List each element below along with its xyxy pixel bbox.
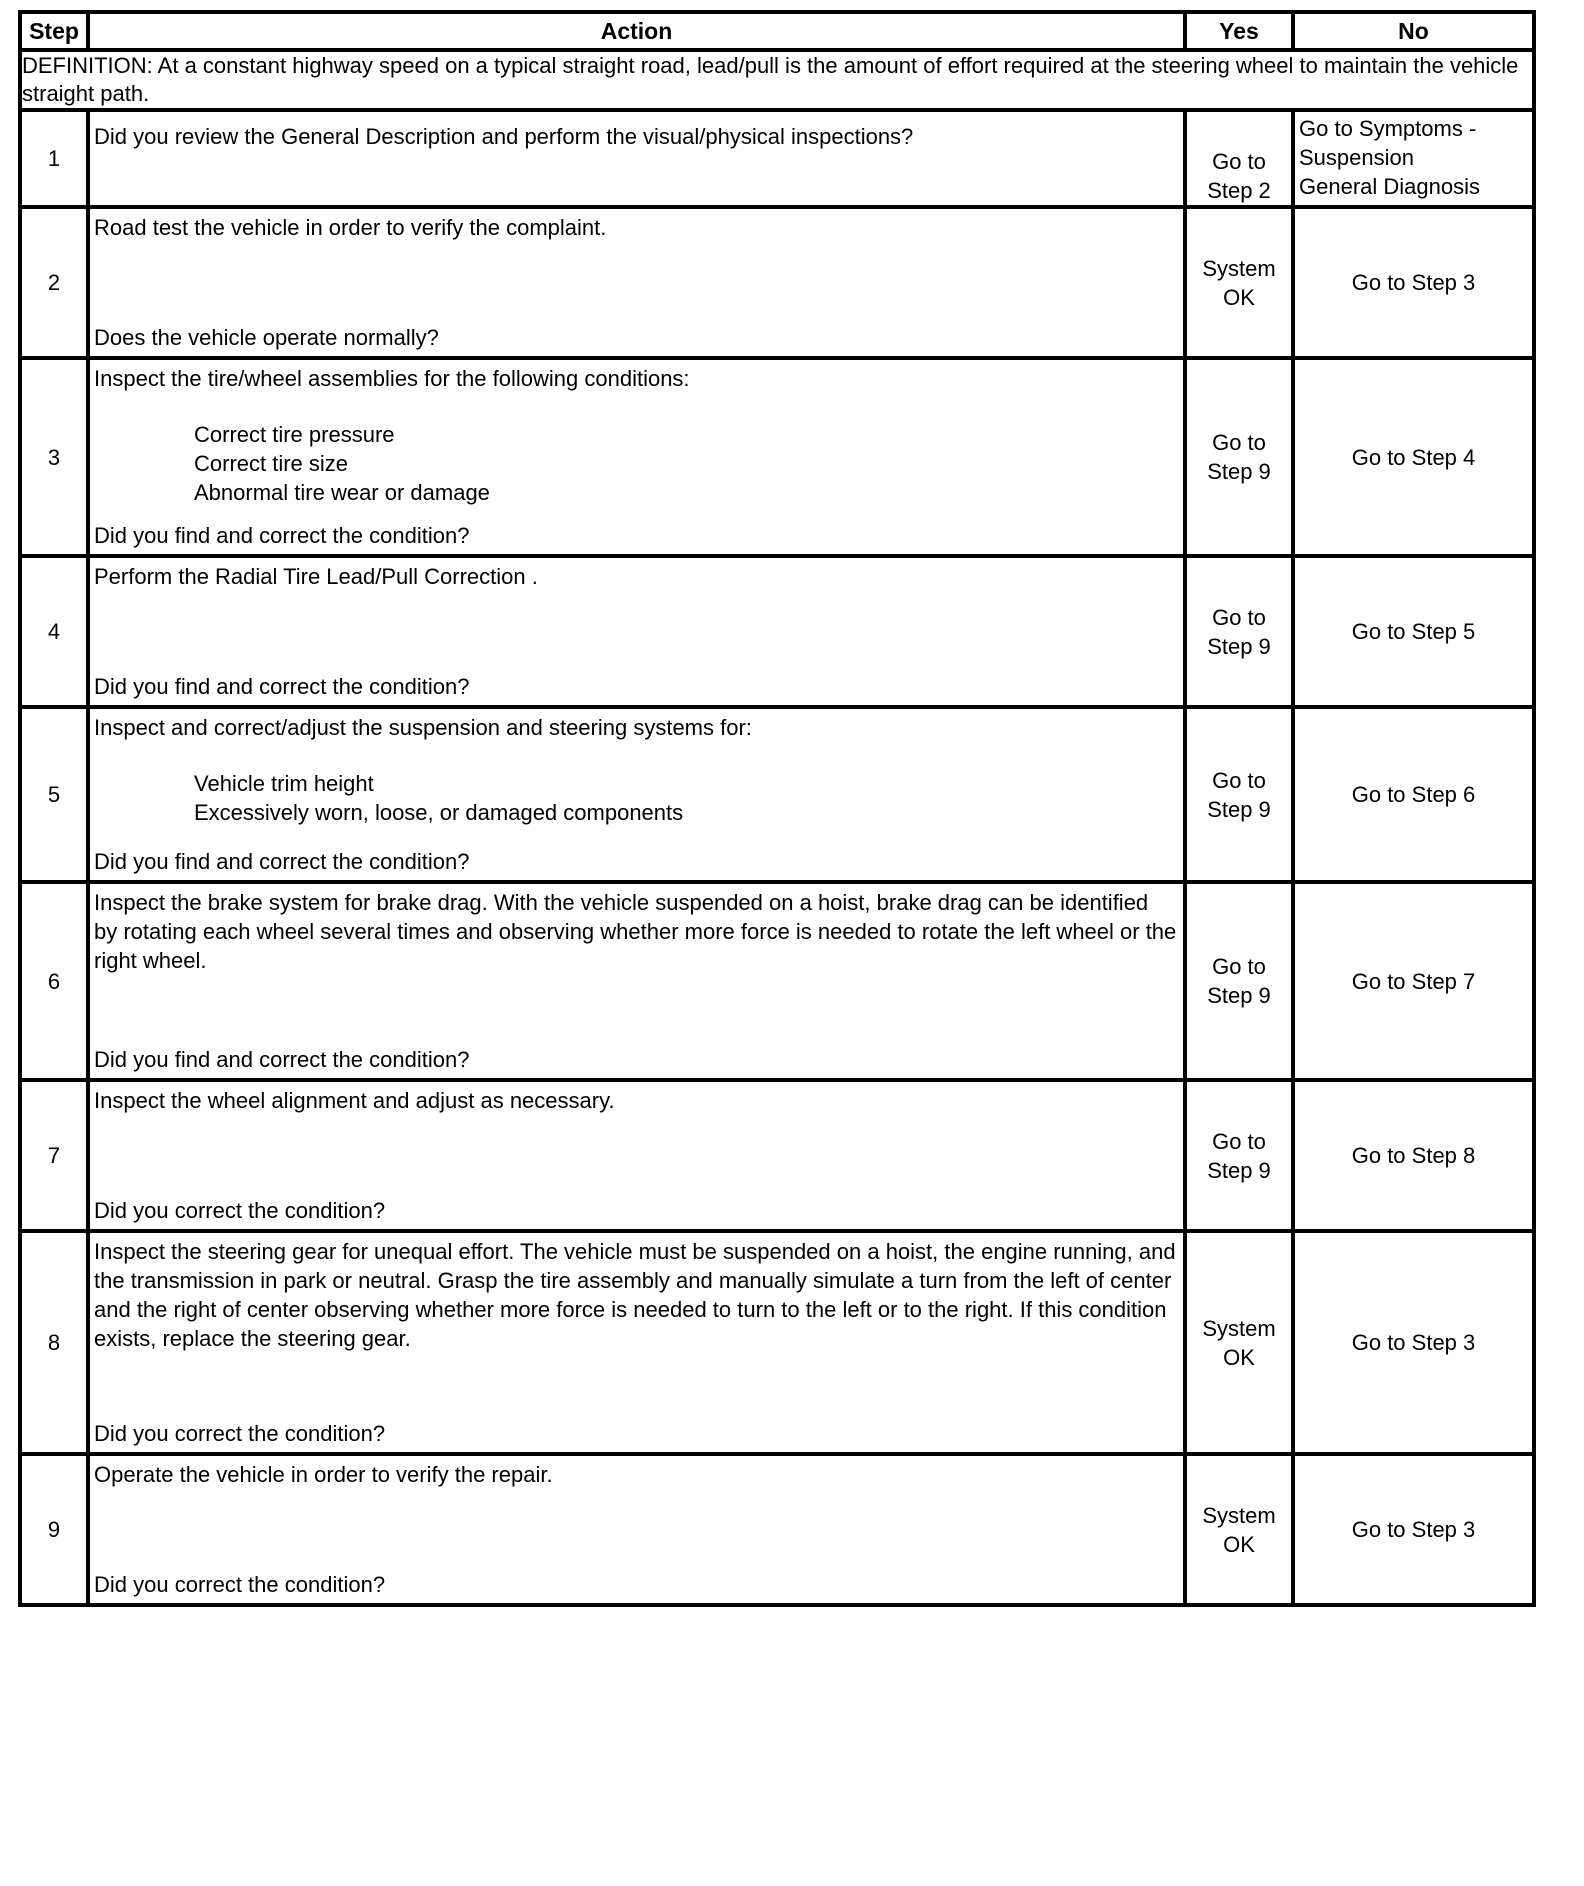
diagnostic-table (18, 10, 1536, 1607)
table-row (20, 882, 1534, 1080)
yes-line: Go to (1212, 954, 1266, 979)
action-cell (88, 1231, 1185, 1454)
yes-line: Step 9 (1207, 459, 1271, 484)
yes-cell (1185, 556, 1293, 707)
action-text: Inspect the tire/wheel assemblies for the following conditions: (94, 366, 690, 391)
condition-list (94, 420, 1177, 507)
list-item: Correct tire size (194, 451, 349, 476)
list-item: Vehicle trim height (194, 771, 374, 796)
table-row (20, 1231, 1534, 1454)
action-text: Perform the Radial Tire Lead/Pull Correction . (94, 564, 538, 589)
yes-cell (1185, 358, 1293, 556)
action-text: Inspect the wheel alignment and adjust as necessary. (94, 1088, 615, 1113)
step-number: 8 (20, 1231, 88, 1454)
no-cell: Go to Step 3 (1293, 1231, 1534, 1454)
header-step: Step (20, 12, 88, 50)
definition-text: DEFINITION: At a constant highway speed on a typical straight road, lead/pull is the amount of effort required at the steering wheel to maintain the vehicle straight path. (20, 50, 1534, 110)
yes-line: OK (1223, 1344, 1255, 1370)
action-cell (88, 1080, 1185, 1231)
no-cell: Go to Step 8 (1293, 1080, 1534, 1231)
header-no: No (1293, 12, 1534, 50)
header-yes: Yes (1185, 12, 1293, 50)
yes-cell (1185, 1454, 1293, 1605)
yes-line: Go to (1212, 430, 1266, 455)
no-cell: Go to Step 5 (1293, 556, 1534, 707)
step-number: 6 (20, 882, 88, 1080)
action-question: Did you find and correct the condition? (94, 523, 470, 548)
action-question: Did you correct the condition? (94, 1421, 386, 1446)
action-text: Operate the vehicle in order to verify the repair. (94, 1462, 553, 1487)
yes-cell (1185, 110, 1293, 207)
definition-row (20, 50, 1534, 110)
yes-cell (1185, 707, 1293, 882)
step-number: 9 (20, 1454, 88, 1605)
yes-line: Step 9 (1207, 1157, 1271, 1183)
yes-line: Go to (1212, 604, 1266, 630)
table-row (20, 110, 1534, 207)
action-cell (88, 207, 1185, 358)
yes-cell (1185, 1231, 1293, 1454)
no-line: Go to Symptoms - (1299, 116, 1477, 141)
step-number: 3 (20, 358, 88, 556)
no-line: General Diagnosis (1299, 174, 1480, 199)
yes-line: System (1202, 1502, 1276, 1528)
yes-line: OK (1223, 1531, 1255, 1557)
yes-line: System (1202, 255, 1276, 281)
yes-line: Go to (1212, 1128, 1266, 1154)
list-item: Correct tire pressure (194, 422, 395, 447)
action-cell (88, 707, 1185, 882)
action-cell (88, 1454, 1185, 1605)
action-question: Did you correct the condition? (94, 1198, 386, 1223)
no-cell: Go to Step 7 (1293, 882, 1534, 1080)
list-item: Excessively worn, loose, or damaged components (194, 800, 684, 825)
table-row (20, 1080, 1534, 1231)
yes-cell (1185, 882, 1293, 1080)
header-action: Action (88, 12, 1185, 50)
no-cell: Go to Step 6 (1293, 707, 1534, 882)
condition-list (94, 769, 1177, 827)
step-number: 4 (20, 556, 88, 707)
step-number: 7 (20, 1080, 88, 1231)
no-cell: Go to Step 3 (1293, 1454, 1534, 1605)
no-cell (1293, 110, 1534, 207)
action-text: Inspect and correct/adjust the suspension and steering systems for: (94, 715, 752, 740)
action-text: Road test the vehicle in order to verify the complaint. (94, 215, 607, 240)
yes-line: System (1202, 1315, 1276, 1341)
yes-line: Step 9 (1207, 633, 1271, 659)
no-cell: Go to Step 3 (1293, 207, 1534, 358)
table-row (20, 1454, 1534, 1605)
table-row (20, 207, 1534, 358)
yes-line: OK (1223, 284, 1255, 310)
action-text: Inspect the steering gear for unequal effort. The vehicle must be suspended on a hoist, the engine running, and the transmission in park or neutral. Grasp the tire assembly and manually simulate a turn from the left of center and the right of center observing whether more force is needed to turn to the left or to the right. If this condition exists, replace the steering gear. (94, 1239, 1176, 1351)
no-cell: Go to Step 4 (1293, 358, 1534, 556)
yes-line: Go to (1212, 149, 1266, 174)
yes-line: Step 9 (1207, 796, 1271, 822)
action-question: Did you find and correct the condition? (94, 849, 470, 874)
action-question: Did you find and correct the condition? (94, 674, 470, 699)
step-number: 1 (20, 110, 88, 207)
yes-cell (1185, 207, 1293, 358)
action-text: Inspect the brake system for brake drag. With the vehicle suspended on a hoist, brake drag can be identified by rotating each wheel several times and observing whether more force is needed to rotate the left wheel or the right wheel. (94, 890, 1177, 973)
step-number: 5 (20, 707, 88, 882)
action-question: Does the vehicle operate normally? (94, 325, 439, 350)
table-row (20, 707, 1534, 882)
action-cell (88, 358, 1185, 556)
action-text: Did you review the General Description and perform the visual/physical inspections? (94, 123, 914, 149)
table-row (20, 358, 1534, 556)
action-cell (88, 110, 1185, 207)
yes-line: Go to (1212, 767, 1266, 793)
list-item: Abnormal tire wear or damage (194, 480, 490, 505)
step-number: 2 (20, 207, 88, 358)
yes-line: Step 2 (1207, 178, 1271, 203)
yes-cell (1185, 1080, 1293, 1231)
action-question: Did you find and correct the condition? (94, 1047, 470, 1072)
no-line: Suspension (1299, 145, 1414, 170)
table-row (20, 556, 1534, 707)
action-cell (88, 556, 1185, 707)
yes-line: Step 9 (1207, 983, 1271, 1008)
action-cell (88, 882, 1185, 1080)
header-row (20, 12, 1534, 50)
action-question: Did you correct the condition? (94, 1572, 386, 1597)
